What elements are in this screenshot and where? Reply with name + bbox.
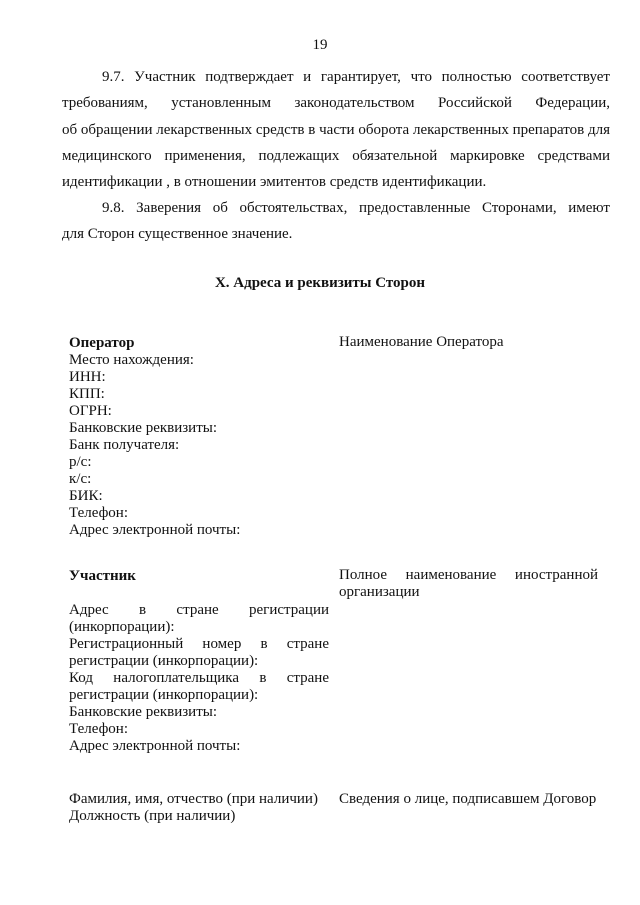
page-number: 19 <box>312 37 328 53</box>
participant-details <box>69 568 329 755</box>
operator-field: ОГРН: <box>69 403 112 419</box>
paragraph-line: об обращении лекарственных средств в части оборота лекарственных препаратов для <box>62 121 610 138</box>
participant-field: Регистрационный номер в стране <box>69 636 329 652</box>
paragraph-line: медицинского применения, подлежащих обязательной маркировке средствами <box>62 147 610 164</box>
participant-field: Код налогоплательщика в стране <box>69 670 329 686</box>
participant-field: Банковские реквизиты: <box>69 704 218 720</box>
operator-name-label: Наименование Оператора <box>339 334 504 350</box>
paragraph-line: 9.8. Заверения об обстоятельствах, предоставленные Сторонами, имеют <box>102 200 610 216</box>
paragraph-line: идентификации , в отношении эмитентов средств идентификации. <box>62 174 487 191</box>
operator-field: Банковские реквизиты: <box>69 420 218 436</box>
operator-field: БИК: <box>69 488 103 504</box>
paragraph-9-8 <box>62 195 610 248</box>
signatory-info-label: Сведения о лице, подписавшем Договор <box>339 791 597 807</box>
operator-name-cell <box>339 334 598 351</box>
participant-name-label: Полное наименование иностранной <box>339 567 598 583</box>
spacer <box>69 585 329 602</box>
signatory-details <box>69 791 329 825</box>
paragraph-9-7 <box>62 64 610 195</box>
paragraph-line: 9.7. Участник подтверждает и гарантирует, что полностью соответствует <box>102 69 610 85</box>
paragraph-line: требованиям, установленным законодательством Российской Федерации, <box>62 95 610 112</box>
participant-field: (инкорпорации): <box>69 619 175 635</box>
participant-field: Адрес в стране регистрации <box>69 602 329 618</box>
operator-heading: Оператор <box>69 335 135 351</box>
operator-field: Место нахождения: <box>69 352 194 368</box>
operator-field: к/с: <box>69 471 92 487</box>
participant-field: Адрес электронной почты: <box>69 738 241 754</box>
participant-field: регистрации (инкорпорации): <box>69 687 259 703</box>
section-title: X. Адреса и реквизиты Сторон <box>214 275 426 291</box>
signatory-info-cell <box>339 791 598 808</box>
operator-field: ИНН: <box>69 369 106 385</box>
operator-field: р/с: <box>69 454 92 470</box>
paragraph-line: для Сторон существенное значение. <box>62 226 293 243</box>
signatory-position: Должность (при наличии) <box>69 808 236 824</box>
participant-field: Телефон: <box>69 721 128 737</box>
participant-name-label: организации <box>339 584 420 600</box>
signatory-full-name: Фамилия, имя, отчество (при наличии) <box>69 791 318 807</box>
participant-name-cell <box>339 567 598 601</box>
operator-field: КПП: <box>69 386 105 402</box>
participant-field: регистрации (инкорпорации): <box>69 653 259 669</box>
operator-details <box>69 335 329 539</box>
operator-field: Банк получателя: <box>69 437 180 453</box>
participant-heading: Участник <box>69 568 136 584</box>
operator-field: Адрес электронной почты: <box>69 522 241 538</box>
operator-field: Телефон: <box>69 505 128 521</box>
